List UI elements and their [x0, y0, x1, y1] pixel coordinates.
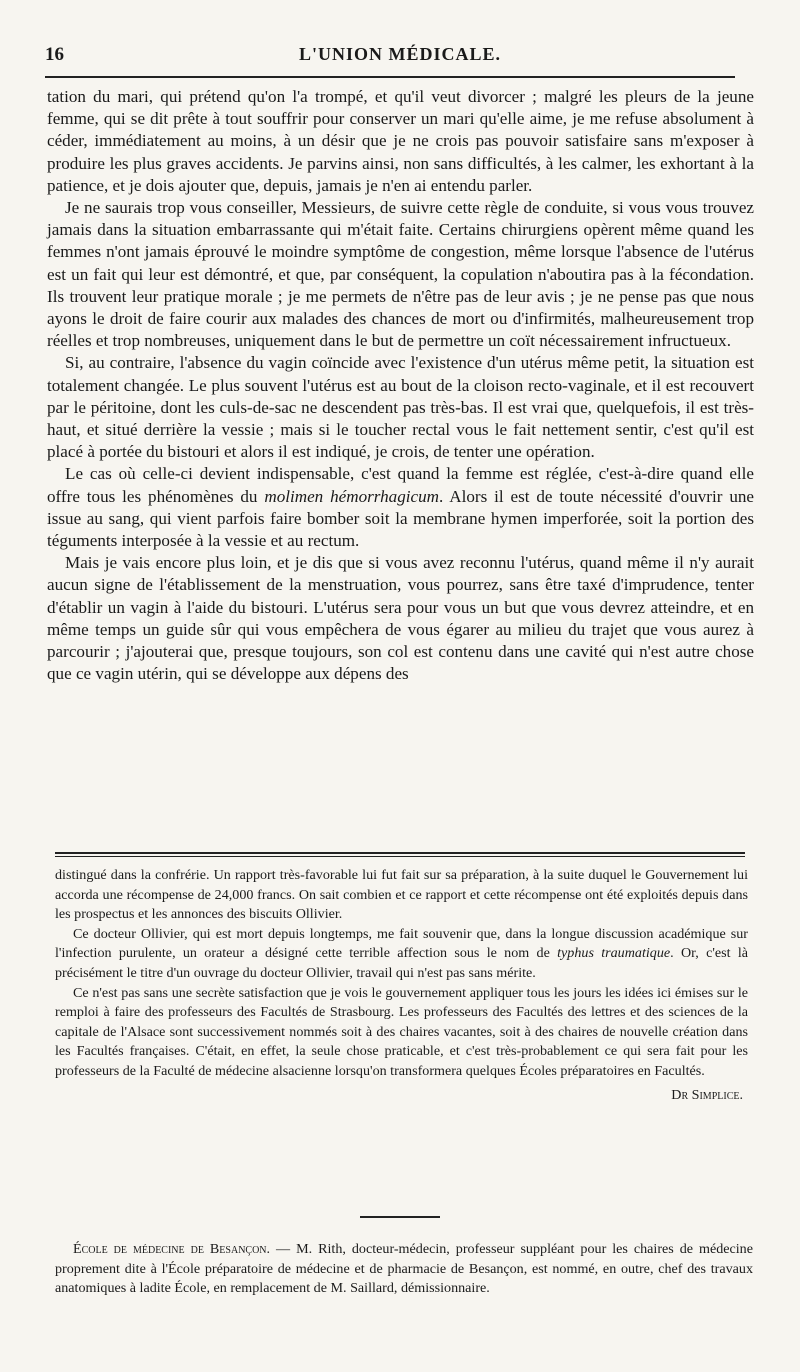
header-rule	[45, 76, 735, 78]
author-signature: Dr Simplice.	[671, 1086, 743, 1103]
paragraph-5: Mais je vais encore plus loin, et je dis que si vous avez reconnu l'utérus, quand même il n'y aurait aucun signe de l'établissement de la menstruation, vous pourrez, sans être taxé d'imprudence, tenter d'établir un vagin à l'aide du bistouri. L'utérus sera pour vous un but que vous devrez atteindre, et en même temps un guide sûr qui vous empêchera de vous égarer au milieu du trajet que vous aurez à parcourir ; j'ajouterai que, presque toujours, son col est contenu dans une cavité qui n'est autre chose que ce vagin utérin, qui se développe aux dépens des	[47, 553, 754, 684]
footnote	[55, 866, 748, 1105]
running-title: L'UNION MÉDICALE.	[298, 44, 502, 64]
footnote-p2-text-b: . Or, c'est là précisément le titre d'un ouvrage du docteur Ollivier, travail qui n'est pas sans mérite.	[55, 945, 748, 981]
news-text: — M. Rith, docteur-médecin, professeur suppléant pour les chaires de médecine proprement dite à l'École préparatoire de médecine et de pharmacie de Besançon, est nommé, en outre, chef des travaux anatomiques à ladite École, en remplacement de M. Saillard, démissionnaire.	[55, 1241, 753, 1297]
footnote-rule-thin	[55, 856, 745, 857]
footnote-paragraph-3: Ce n'est pas sans une secrète satisfaction que je vois le gouvernement appliquer tous les jours les idées ici émises sur le remploi à faire des professeurs des Facultés de Strasbourg. Les professeurs des Facultés des lettres et des sciences de la capitale de l'Alsace sont successivement nommés soit à des chaires vacantes, soit à des chaires de nouvelle création dans les Facultés françaises. C'était, en effet, la seule chose praticable, et c'est très-probablement ce qui sera fait pour les professeurs de la Faculté de médecine alsacienne lorsqu'on transformera quelques Écoles préparatoires en Facultés.	[55, 984, 748, 1079]
paragraph-4-text-b: . Alors il est de toute nécessité d'ouvrir une issue au sang, qui vient parfois faire bomber soit la membrane hymen imperforée, soit la portion des téguments interposée à la vessie et au rectum.	[47, 486, 754, 551]
section-divider	[360, 1216, 440, 1218]
page-header	[45, 44, 755, 72]
footnote-paragraph-1: distingué dans la confrérie. Un rapport très-favorable lui fut fait sur sa préparation, à la suite duquel le Gouvernement lui accorda une récompense de 24,000 francs. On sait combien et ce rapport et cette récompense ont été exploités depuis dans les prospectus et les annonces des biscuits Ollivier.	[55, 867, 748, 923]
paragraph-2: Je ne saurais trop vous conseiller, Messieurs, de suivre cette règle de conduite, si vous vous trouvez jamais dans la situation embarrassante qui m'était faite. Certains chirurgiens opèrent même quand les femmes n'ont jamais éprouvé le moindre symptôme de congestion, même lorsque l'absence de l'utérus est un fait qui leur est démontré, et que, par conséquent, la copulation n'aboutira pas à la fécondation. Ils trouvent leur pratique morale ; je me permets de n'être pas de leur avis ; je ne pense pas que nous ayons le droit de faire courir aux malades des chances de mort ou d'infirmités, malheureusement trop réelles et trop nombreuses, uniquement dans le but de permettre un coït nécessairement infructueux.	[47, 198, 754, 351]
news-item	[55, 1240, 753, 1299]
paragraph-3: Si, au contraire, l'absence du vagin coïncide avec l'existence d'un utérus même petit, la situation est totalement changée. Le plus souvent l'utérus est au bout de la cloison recto-vaginale, et il est recouvert par le péritoine, dont les culs-de-sac ne descendent pas très-bas. Il est vrai que, quelquefois, il est très-haut, et situé derrière la vessie ; mais si le toucher rectal vous le fait nettement sentir, c'est qu'il est placé à portée du bistouri et alors il est indiqué, je crois, de tenter une opération.	[47, 353, 754, 462]
footnote-paragraph-2	[55, 925, 748, 984]
news-paragraph	[55, 1240, 753, 1299]
paragraph-4	[47, 463, 754, 552]
paragraph-1: tation du mari, qui prétend qu'on l'a trompé, et qu'il veut divorcer ; malgré les pleurs de la jeune femme, qui se dit prête à tout souffrir pour conserver un mari qu'elle aime, je me refuse absolument à céder, immédiatement au moins, à un désir que je ne crois pas pouvoir satisfaire sans m'exposer à produire les plus graves accidents. Je parvins ainsi, non sans difficultés, à les calmer, les exhortant à la patience, et je dois ajouter que, depuis, jamais je n'en ai entendu parler.	[47, 87, 754, 195]
paragraph-4-text-a: Le cas où celle-ci devient indispensable, c'est quand la femme est réglée, c'est-à-dire quand elle offre tous les phénomènes du	[47, 464, 754, 506]
main-text	[47, 86, 754, 685]
footnote-p2-italic: typhus traumatique	[557, 945, 671, 962]
page-number: 16	[45, 44, 64, 65]
paragraph-4-italic: molimen hémorrhagicum	[264, 486, 440, 506]
footnote-p2-text-a: Ce docteur Ollivier, qui est mort depuis longtemps, me fait souvenir que, dans la longue discussion académique sur l'infection purulente, un orateur a désigné cette terrible affection sous le nom de	[55, 925, 748, 962]
footnote-rule-thick	[55, 852, 745, 854]
news-heading: École de médecine de Besançon.	[73, 1241, 271, 1257]
